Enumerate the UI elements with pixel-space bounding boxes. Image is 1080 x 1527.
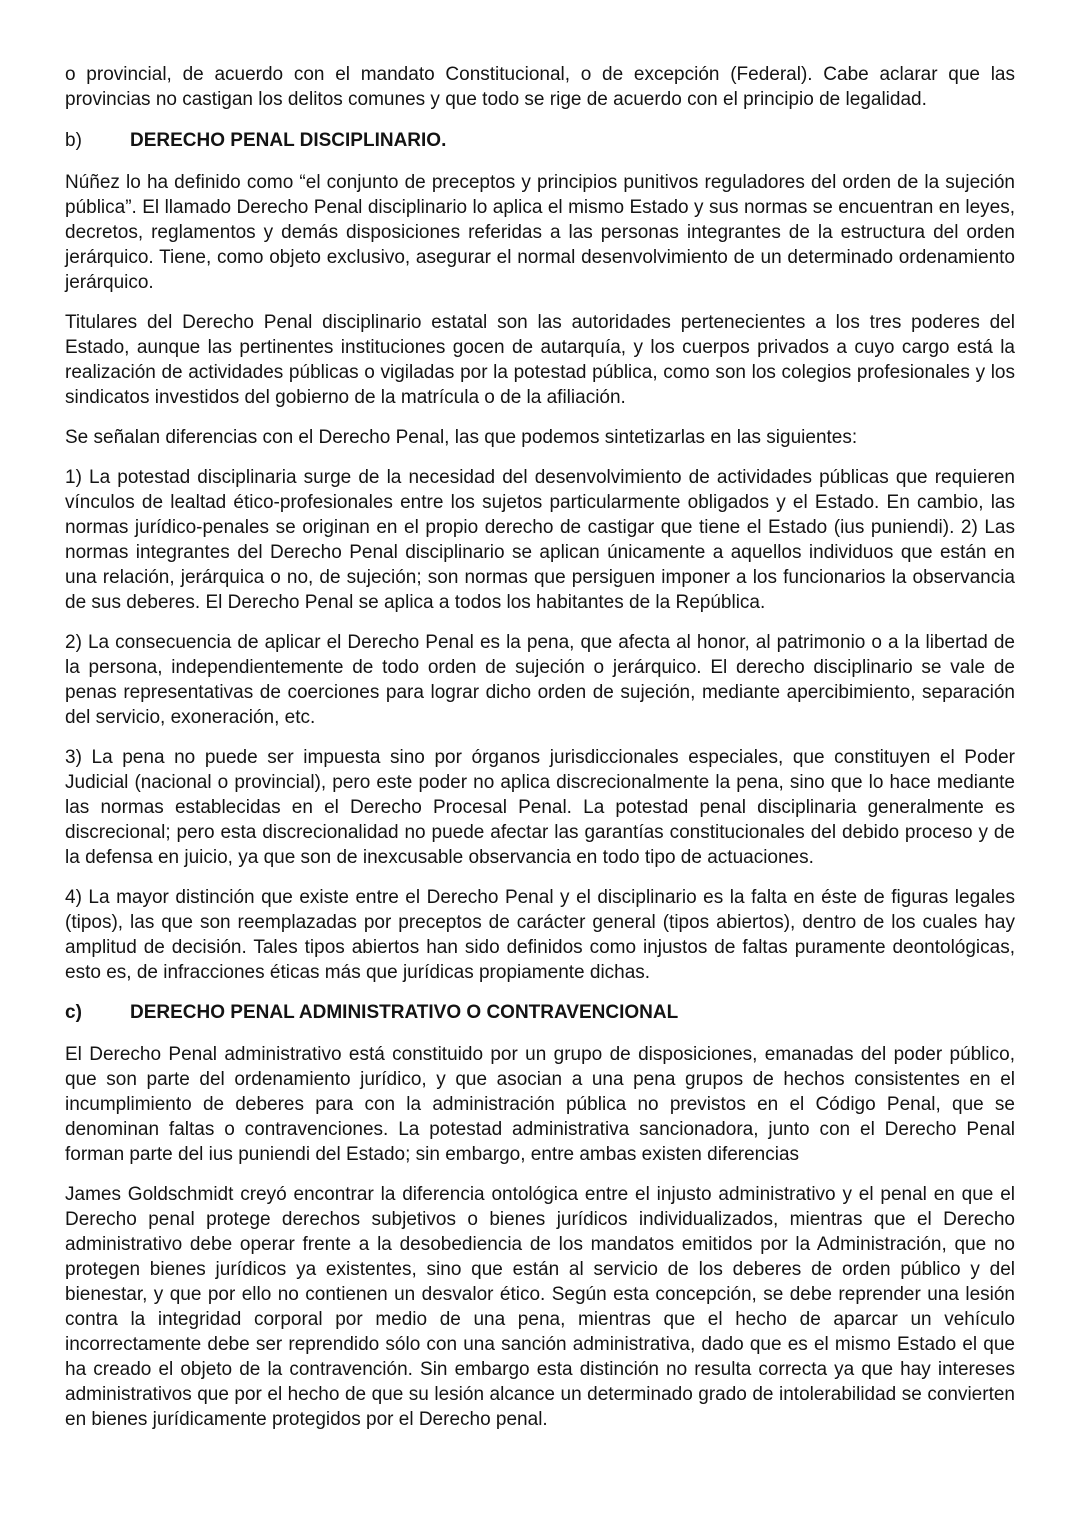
section-c-marker: c) xyxy=(65,1002,82,1023)
section-c-heading xyxy=(65,1000,1015,1025)
section-b-marker: b) xyxy=(65,130,82,151)
paragraph-c-2: James Goldschmidt creyó encontrar la diferencia ontológica entre el injusto administrativo y el penal en que el Derecho penal protege derechos subjetivos o bienes jurídicos individualizados, mientras que el Derecho administrativo debe operar frente a la desobediencia de los mandatos emitidos por la Administración, que no protegen bienes jurídicos ya existentes, sino que están al servicio de los deberes de orden público y del bienestar, y que por ello no contienen un desvalor ético. Según esta concepción, se debe reprender una lesión contra la integridad corporal por medio de una pena, mientras que el hecho de aparcar un vehículo incorrectamente debe ser reprendido sólo con una sanción administrativa, dado que es el mismo Estado el que ha creado el objeto de la contravención. Sin embargo esta distinción no resulta correcta ya que hay intereses administrativos que por el hecho de que su lesión alcance un determinado grado de intolerabilidad se convierten en bienes jurídicamente protegidos por el Derecho penal. xyxy=(65,1184,1015,1430)
paragraph-b-6: 3) La pena no puede ser impuesta sino por órganos jurisdiccionales especiales, que constituyen el Poder Judicial (nacional o provincial), pero este poder no aplica discrecionalmente la pena, sino que lo hace mediante las normas establecidas en el Derecho Procesal Penal. La potestad penal disciplinaria generalmente es discrecional; pero esta discrecionalidad no puede afectar las garantías constitucionales del debido proceso y de la defensa en juicio, ya que son de inexcusable observancia en todo tipo de actuaciones. xyxy=(65,747,1015,868)
paragraph-b-2: Titulares del Derecho Penal disciplinario estatal son las autoridades pertenecientes a los tres poderes del Estado, aunque las pertinentes instituciones gocen de autarquía, y los cuerpos privados a cuyo cargo está la realización de actividades públicas o vigiladas por la potestad pública, como son los colegios profesionales y los sindicatos investidos del gobierno de la matrícula o de la afiliación. xyxy=(65,312,1015,408)
paragraph-c-1: El Derecho Penal administrativo está constituido por un grupo de disposiciones, emanadas del poder público, que son parte del ordenamiento jurídico, y que asocian a una pena grupos de hechos consistentes en el incumplimiento de deberes para con la administración pública no previstos en el Código Penal, que se denominan faltas o contravenciones. La potestad administrativa sancionadora, junto con el Derecho Penal forman parte del ius puniendi del Estado; sin embargo, entre ambas existen diferencias xyxy=(65,1044,1015,1165)
paragraph-intro: o provincial, de acuerdo con el mandato Constitucional, o de excepción (Federal). Cabe aclarar que las provincias no castigan los delitos comunes y que todo se rige de acuerdo con el principio de legalidad. xyxy=(65,64,1015,110)
document-page xyxy=(65,62,1015,1447)
section-c-title: DERECHO PENAL ADMINISTRATIVO O CONTRAVENCIONAL xyxy=(130,1002,679,1023)
section-b-title: DERECHO PENAL DISCIPLINARIO. xyxy=(130,130,447,151)
paragraph-b-4: 1) La potestad disciplinaria surge de la necesidad del desenvolvimiento de actividades públicas que requieren vínculos de lealtad ético-profesionales entre los sujetos particularmente obligados y el Estado. En cambio, las normas jurídico-penales se originan en el propio derecho de castigar que tiene el Estado (ius puniendi). 2) Las normas integrantes del Derecho Penal disciplinario se aplican únicamente a aquellos individuos que están en una relación, jerárquica o no, de sujeción; son normas que persiguen imponer a los funcionarios la observancia de sus deberes. El Derecho Penal se aplica a todos los habitantes de la República. xyxy=(65,467,1015,613)
paragraph-b-5: 2) La consecuencia de aplicar el Derecho Penal es la pena, que afecta al honor, al patrimonio o a la libertad de la persona, independientemente de todo orden de sujeción o jerárquico. El derecho disciplinario se vale de penas representativas de coerciones para lograr dicho orden de sujeción, mediante apercibimiento, separación del servicio, exoneración, etc. xyxy=(65,632,1015,728)
section-b-heading xyxy=(65,128,1015,153)
paragraph-b-3: Se señalan diferencias con el Derecho Penal, las que podemos sintetizarlas en las siguientes: xyxy=(65,427,858,448)
paragraph-b-1: Núñez lo ha definido como “el conjunto de preceptos y principios punitivos reguladores del orden de la sujeción pública”. El llamado Derecho Penal disciplinario lo aplica el mismo Estado y sus normas se encuentran en leyes, decretos, reglamentos y demás disposiciones referidas a las personas integrantes de la estructura del orden jerárquico. Tiene, como objeto exclusivo, asegurar el normal desenvolvimiento de un determinado ordenamiento jerárquico. xyxy=(65,172,1015,293)
paragraph-b-7: 4) La mayor distinción que existe entre el Derecho Penal y el disciplinario es la falta en éste de figuras legales (tipos), las que son reemplazadas por preceptos de carácter general (tipos abiertos), dentro de los cuales hay amplitud de decisión. Tales tipos abiertos han sido definidos como injustos de faltas puramente deontológicas, esto es, de infracciones éticas más que jurídicas propiamente dichas. xyxy=(65,887,1015,983)
